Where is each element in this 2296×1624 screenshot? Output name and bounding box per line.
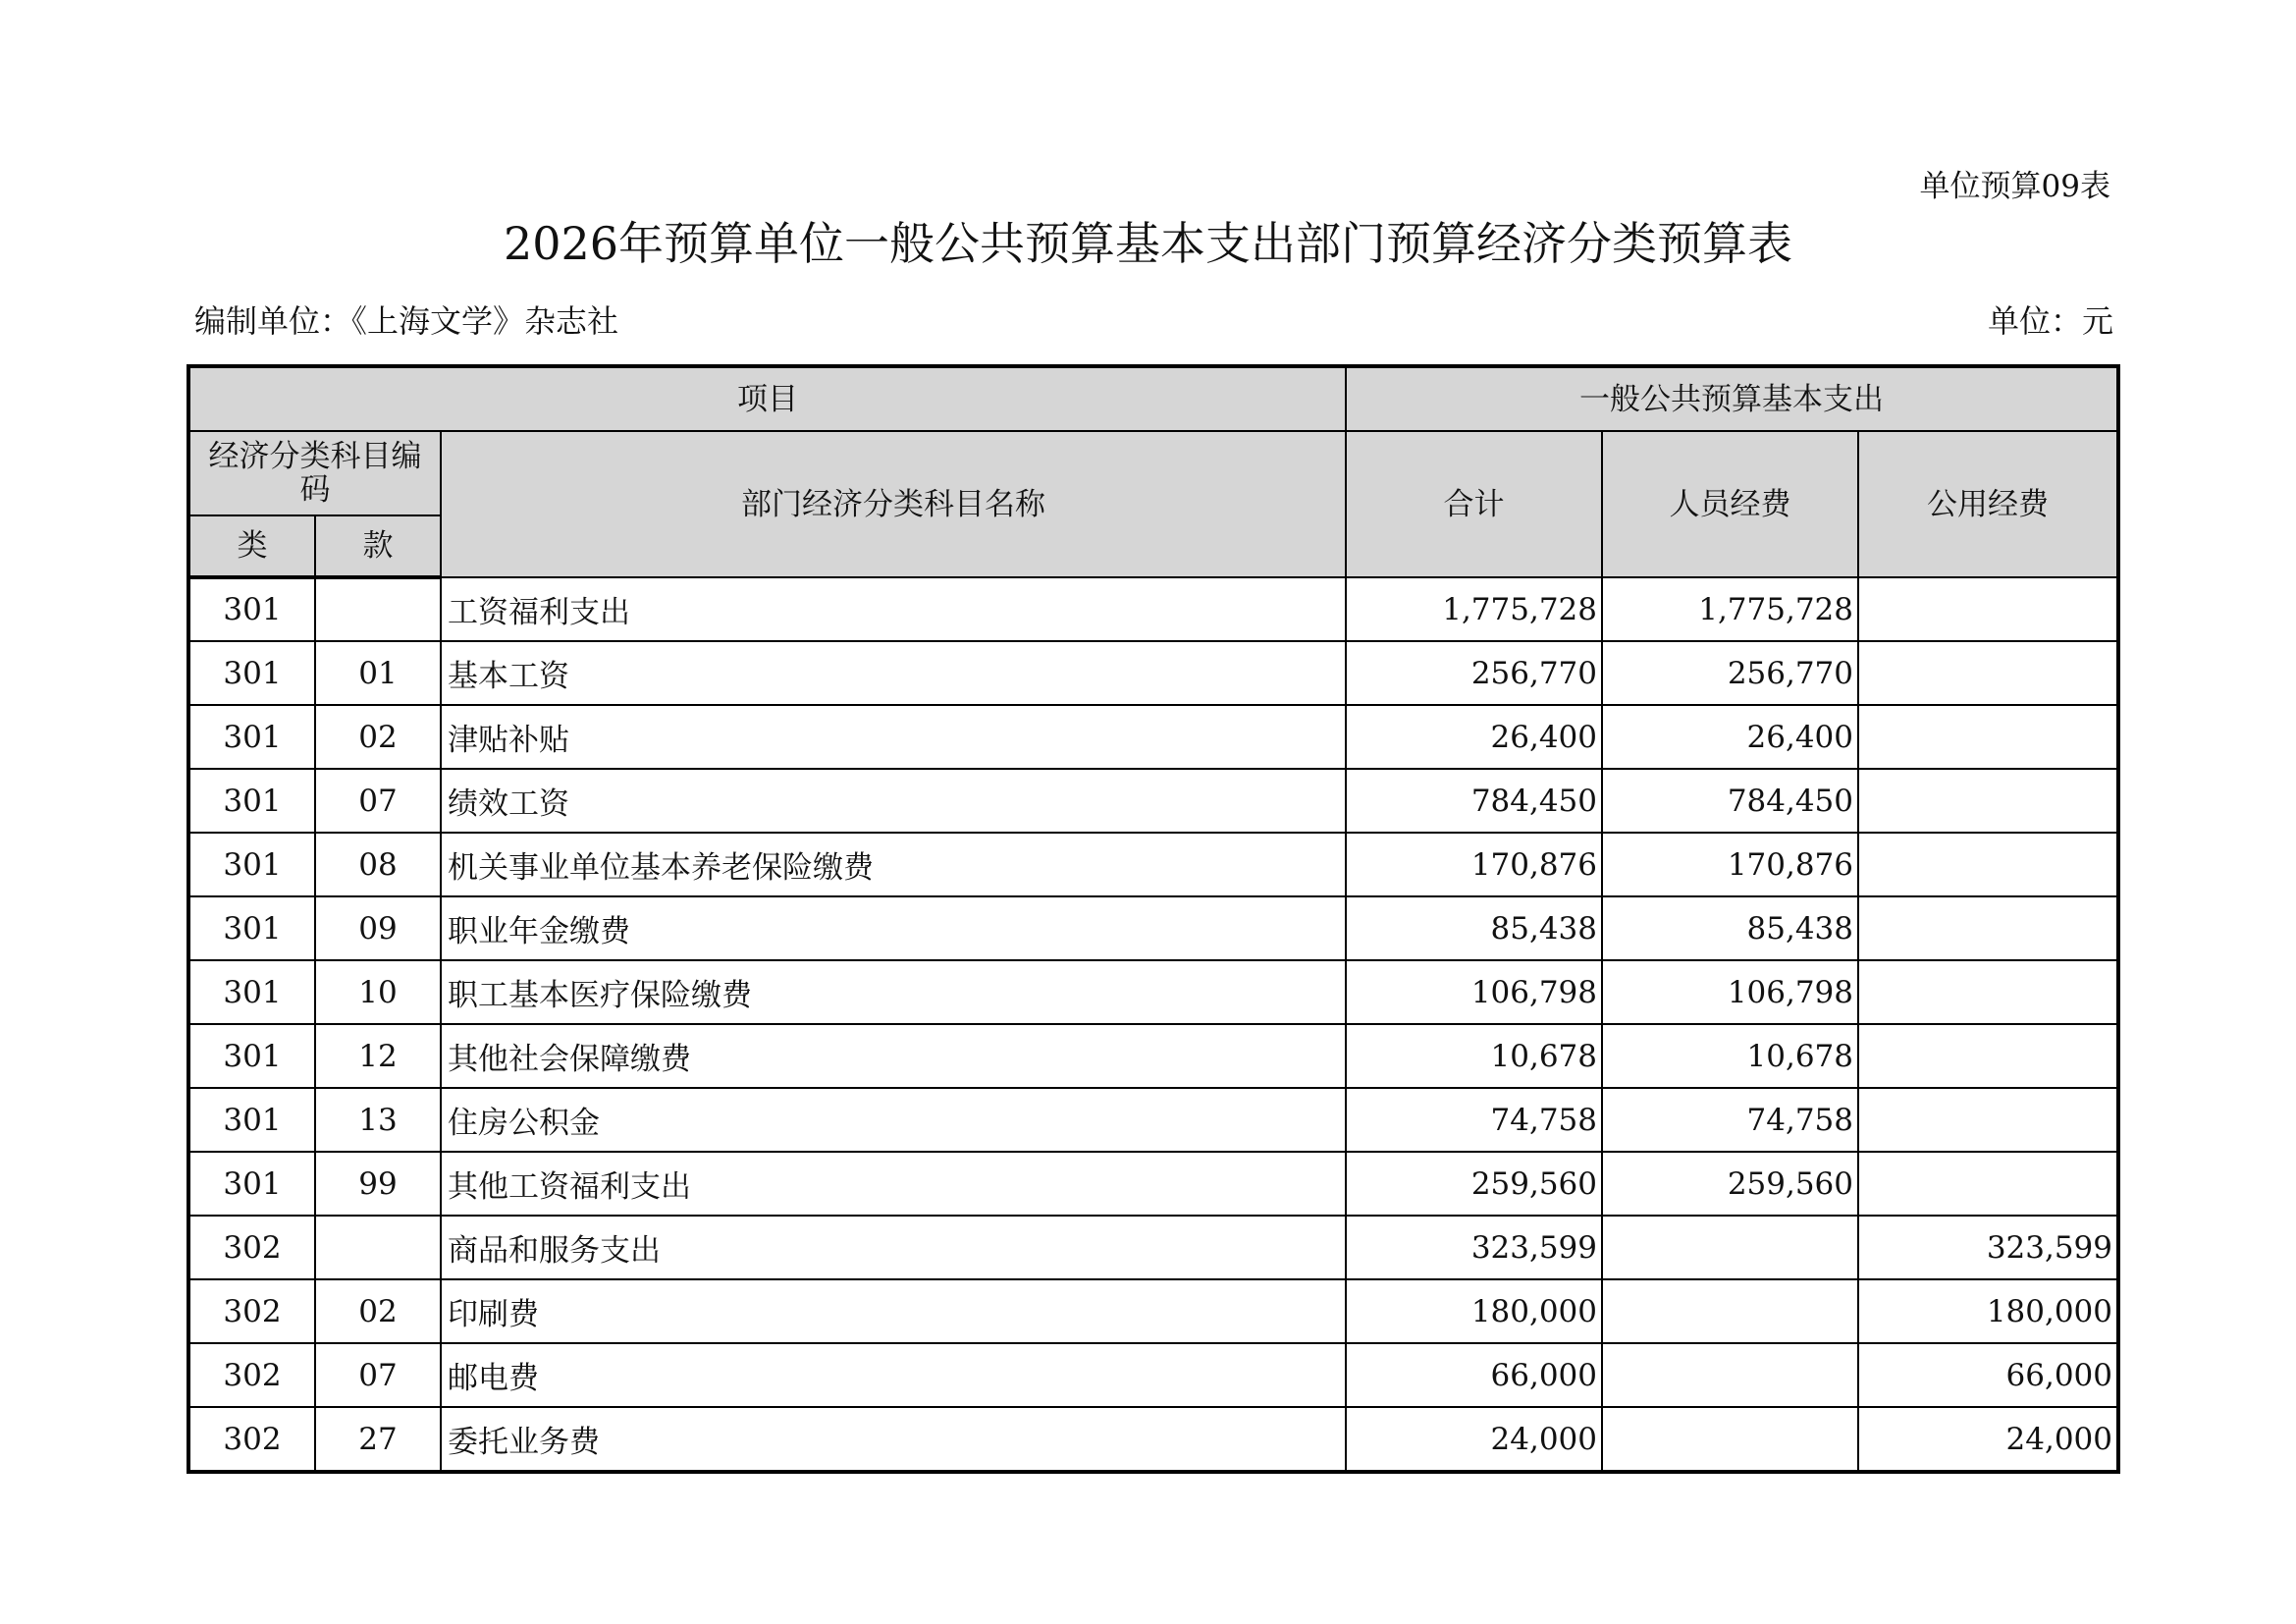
cell-personnel-funds (1602, 1343, 1858, 1407)
header-project: 项目 (189, 367, 1346, 431)
currency-unit: 单位：元 (1987, 302, 2113, 340)
cell-class: 301 (189, 960, 315, 1024)
cell-subject-name: 绩效工资 (441, 769, 1346, 833)
cell-public-funds (1858, 705, 2117, 769)
cell-subject-name: 住房公积金 (441, 1088, 1346, 1152)
cell-public-funds (1858, 896, 2117, 960)
table-row (189, 833, 2117, 896)
cell-class: 301 (189, 896, 315, 960)
cell-subject-name: 商品和服务支出 (441, 1216, 1346, 1279)
header-personnel-funds: 人员经费 (1602, 431, 1858, 577)
table-row (189, 1152, 2117, 1216)
header-total: 合计 (1346, 431, 1602, 577)
cell-class: 302 (189, 1407, 315, 1471)
cell-total: 784,450 (1346, 769, 1602, 833)
budget-table (188, 366, 2118, 1472)
header-general-basic-expenditure: 一般公共预算基本支出 (1346, 367, 2117, 431)
table-row (189, 896, 2117, 960)
cell-public-funds: 66,000 (1858, 1343, 2117, 1407)
cell-item: 02 (315, 1279, 441, 1343)
cell-class: 301 (189, 1088, 315, 1152)
cell-total: 180,000 (1346, 1279, 1602, 1343)
cell-subject-name: 委托业务费 (441, 1407, 1346, 1471)
table-row (189, 641, 2117, 705)
cell-item (315, 577, 441, 641)
cell-class: 301 (189, 641, 315, 705)
cell-item: 08 (315, 833, 441, 896)
cell-personnel-funds: 85,438 (1602, 896, 1858, 960)
cell-total: 85,438 (1346, 896, 1602, 960)
cell-personnel-funds: 106,798 (1602, 960, 1858, 1024)
cell-item: 02 (315, 705, 441, 769)
cell-public-funds: 180,000 (1858, 1279, 2117, 1343)
cell-item: 99 (315, 1152, 441, 1216)
cell-item (315, 1216, 441, 1279)
cell-item: 13 (315, 1088, 441, 1152)
cell-subject-name: 机关事业单位基本养老保险缴费 (441, 833, 1346, 896)
table-row (189, 577, 2117, 641)
cell-public-funds (1858, 769, 2117, 833)
table-row (189, 769, 2117, 833)
cell-personnel-funds: 170,876 (1602, 833, 1858, 896)
cell-public-funds (1858, 641, 2117, 705)
cell-class: 302 (189, 1279, 315, 1343)
cell-total: 323,599 (1346, 1216, 1602, 1279)
cell-subject-name: 印刷费 (441, 1279, 1346, 1343)
cell-public-funds (1858, 1088, 2117, 1152)
cell-personnel-funds: 26,400 (1602, 705, 1858, 769)
table-row (189, 1216, 2117, 1279)
cell-class: 301 (189, 577, 315, 641)
table-row (189, 1279, 2117, 1343)
cell-public-funds: 323,599 (1858, 1216, 2117, 1279)
table-row (189, 1024, 2117, 1088)
cell-class: 301 (189, 769, 315, 833)
cell-personnel-funds: 74,758 (1602, 1088, 1858, 1152)
cell-public-funds (1858, 1024, 2117, 1088)
cell-personnel-funds: 1,775,728 (1602, 577, 1858, 641)
cell-personnel-funds: 10,678 (1602, 1024, 1858, 1088)
cell-personnel-funds (1602, 1216, 1858, 1279)
cell-public-funds: 24,000 (1858, 1407, 2117, 1471)
cell-total: 24,000 (1346, 1407, 1602, 1471)
cell-total: 10,678 (1346, 1024, 1602, 1088)
cell-total: 106,798 (1346, 960, 1602, 1024)
cell-item: 10 (315, 960, 441, 1024)
header-row-2 (189, 431, 2117, 515)
cell-item: 09 (315, 896, 441, 960)
cell-class: 302 (189, 1216, 315, 1279)
cell-item: 07 (315, 1343, 441, 1407)
cell-class: 302 (189, 1343, 315, 1407)
page-title: 2026年预算单位一般公共预算基本支出部门预算经济分类预算表 (503, 217, 1793, 270)
header-class: 类 (189, 515, 315, 577)
header-subject-name: 部门经济分类科目名称 (441, 431, 1346, 577)
cell-item: 07 (315, 769, 441, 833)
cell-subject-name: 职业年金缴费 (441, 896, 1346, 960)
cell-total: 1,775,728 (1346, 577, 1602, 641)
cell-personnel-funds (1602, 1279, 1858, 1343)
cell-class: 301 (189, 1024, 315, 1088)
cell-public-funds (1858, 577, 2117, 641)
cell-public-funds (1858, 1152, 2117, 1216)
cell-item: 27 (315, 1407, 441, 1471)
cell-subject-name: 邮电费 (441, 1343, 1346, 1407)
table-row (189, 1088, 2117, 1152)
cell-total: 66,000 (1346, 1343, 1602, 1407)
header-public-funds: 公用经费 (1858, 431, 2117, 577)
header-row-1 (189, 367, 2117, 431)
cell-subject-name: 工资福利支出 (441, 577, 1346, 641)
cell-subject-name: 基本工资 (441, 641, 1346, 705)
cell-personnel-funds (1602, 1407, 1858, 1471)
cell-personnel-funds: 256,770 (1602, 641, 1858, 705)
table-row (189, 1343, 2117, 1407)
cell-subject-name: 职工基本医疗保险缴费 (441, 960, 1346, 1024)
cell-item: 12 (315, 1024, 441, 1088)
cell-total: 170,876 (1346, 833, 1602, 896)
compiling-unit: 编制单位：《上海文学》杂志社 (194, 302, 619, 340)
cell-subject-name: 其他社会保障缴费 (441, 1024, 1346, 1088)
cell-personnel-funds: 784,450 (1602, 769, 1858, 833)
cell-class: 301 (189, 1152, 315, 1216)
table-row (189, 705, 2117, 769)
cell-total: 256,770 (1346, 641, 1602, 705)
cell-total: 74,758 (1346, 1088, 1602, 1152)
cell-item: 01 (315, 641, 441, 705)
cell-class: 301 (189, 833, 315, 896)
cell-public-funds (1858, 833, 2117, 896)
header-item: 款 (315, 515, 441, 577)
cell-total: 259,560 (1346, 1152, 1602, 1216)
table-row (189, 960, 2117, 1024)
cell-public-funds (1858, 960, 2117, 1024)
cell-total: 26,400 (1346, 705, 1602, 769)
header-economic-code: 经济分类科目编码 (189, 431, 441, 515)
cell-subject-name: 津贴补贴 (441, 705, 1346, 769)
form-code: 单位预算09表 (1919, 169, 2110, 204)
cell-subject-name: 其他工资福利支出 (441, 1152, 1346, 1216)
cell-class: 301 (189, 705, 315, 769)
cell-personnel-funds: 259,560 (1602, 1152, 1858, 1216)
table-row (189, 1407, 2117, 1471)
